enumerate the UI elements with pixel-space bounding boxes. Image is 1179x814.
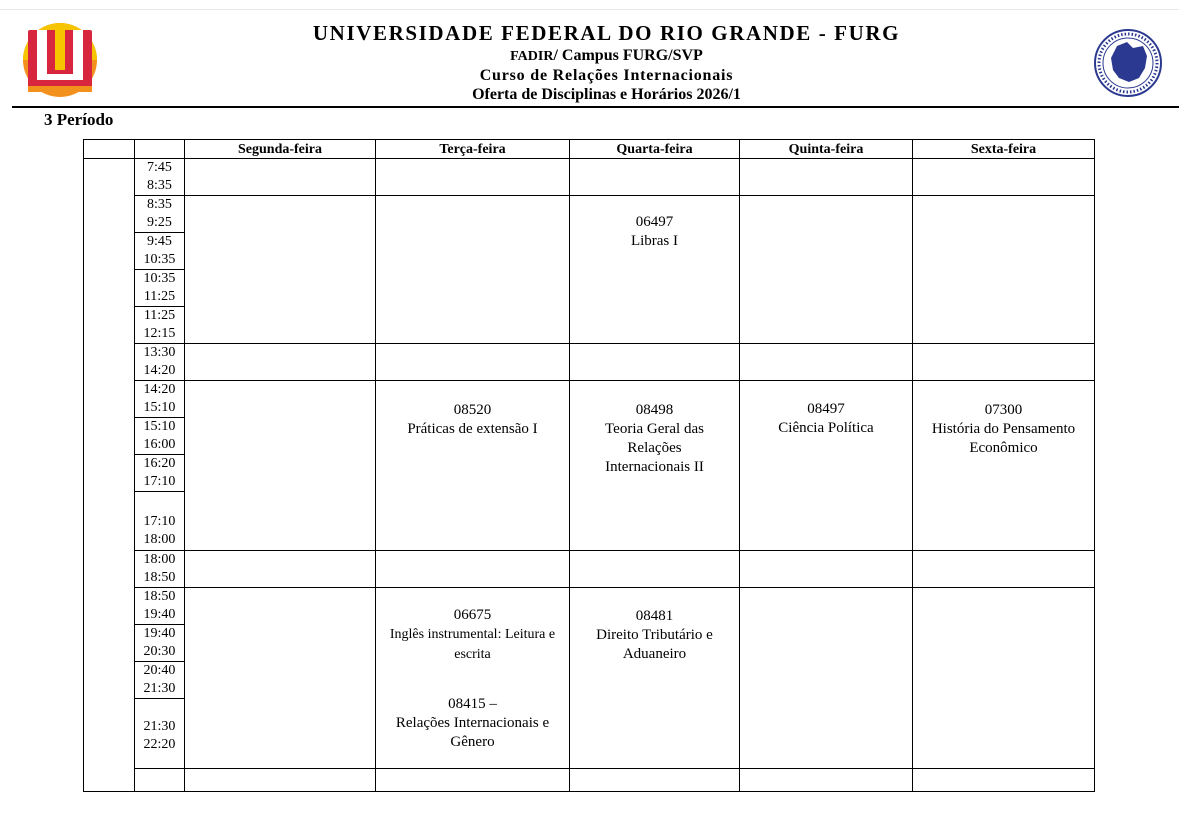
- header-time-cell: [135, 140, 185, 159]
- day-header: Quinta-feira: [740, 140, 913, 159]
- course-name: Relações: [627, 440, 682, 456]
- empty-cell: [185, 769, 376, 792]
- empty-cell: [740, 196, 913, 344]
- day-header: Quarta-feira: [570, 140, 740, 159]
- schedule-table: [83, 139, 1095, 792]
- empty-cell: [185, 344, 376, 381]
- empty-cell: [185, 159, 376, 196]
- course-code: 06497: [635, 214, 674, 230]
- time-slot: 15:10 16:00: [135, 418, 185, 455]
- time-slot: 19:40 20:30: [135, 625, 185, 662]
- empty-cell: [913, 769, 1095, 792]
- empty-cell: [913, 551, 1095, 588]
- course-name: Internacionais II: [605, 459, 704, 475]
- empty-cell: [913, 344, 1095, 381]
- course-name: Teoria Geral das: [605, 421, 704, 437]
- empty-cell: [185, 588, 376, 769]
- course-name: escrita: [454, 647, 491, 662]
- top-hairline: [0, 9, 1179, 10]
- course-title: Curso de Relações Internacionais: [479, 67, 734, 84]
- empty-cell: [740, 159, 913, 196]
- empty-cell: [740, 588, 913, 769]
- campus-label: / Campus FURG/SVP: [553, 47, 703, 64]
- course-cell: [740, 381, 913, 551]
- fadir-label: FADIR: [510, 49, 554, 64]
- empty-cell: [570, 551, 740, 588]
- time-slot: 21:30 22:20: [135, 699, 185, 769]
- course-name: História do Pensamento: [931, 421, 1076, 437]
- table-row: [84, 381, 1095, 418]
- course-cell: [913, 381, 1095, 551]
- time-slot: 18:50 19:40: [135, 588, 185, 625]
- time-slot: 17:10 18:00: [135, 492, 185, 551]
- campus-line: [17, 47, 1179, 65]
- course-name: Libras I: [630, 233, 679, 249]
- time-slot: 13:30 14:20: [135, 344, 185, 381]
- course-cell: [376, 588, 570, 769]
- empty-cell: [570, 344, 740, 381]
- table-row: [84, 344, 1095, 381]
- empty-cell: [740, 551, 913, 588]
- course-code: 08498: [635, 402, 674, 418]
- empty-cell: [570, 159, 740, 196]
- empty-cell: [185, 551, 376, 588]
- time-slot: 20:40 21:30: [135, 662, 185, 699]
- course-cell: [570, 588, 740, 769]
- time-slot: 10:35 11:25: [135, 270, 185, 307]
- day-header: Segunda-feira: [185, 140, 376, 159]
- offer-title: Oferta de Disciplinas e Horários 2026/1: [472, 86, 741, 103]
- empty-cell: [913, 196, 1095, 344]
- day-header: Sexta-feira: [913, 140, 1095, 159]
- course-code: 08497: [807, 401, 845, 417]
- empty-cell: [135, 769, 185, 792]
- left-blank-column: [84, 159, 135, 792]
- empty-cell: [913, 159, 1095, 196]
- time-slot: 8:35 9:25: [135, 196, 185, 233]
- course-name: Relações Internacionais e: [395, 715, 550, 731]
- time-slot: 11:25 12:15: [135, 307, 185, 344]
- time-slot: 16:20 17:10: [135, 455, 185, 492]
- empty-cell: [376, 344, 570, 381]
- course-code: 08481: [635, 608, 674, 624]
- course-name: Ciência Política: [778, 420, 874, 436]
- course-name: Econômico: [969, 440, 1038, 456]
- course-name: Inglês instrumental: Leitura e: [389, 627, 556, 642]
- empty-cell: [570, 769, 740, 792]
- table-header-row: [84, 140, 1095, 159]
- time-slot: 18:00 18:50: [135, 551, 185, 588]
- empty-cell: [376, 769, 570, 792]
- course-code: 08520: [453, 402, 492, 418]
- course-name: Práticas de extensão I: [407, 421, 538, 437]
- course-cell: [570, 381, 740, 551]
- empty-cell: [185, 196, 376, 344]
- time-slot: 7:45 8:35: [135, 159, 185, 196]
- course-code: 07300: [984, 402, 1023, 418]
- table-row: [84, 769, 1095, 792]
- empty-cell: [376, 159, 570, 196]
- empty-cell: [376, 196, 570, 344]
- empty-cell: [185, 381, 376, 551]
- time-slot: 14:20 15:10: [135, 381, 185, 418]
- empty-cell: [740, 344, 913, 381]
- course-code: 08415 –: [448, 696, 497, 712]
- table-row: [84, 159, 1095, 196]
- day-header: Terça-feira: [376, 140, 570, 159]
- table-row: [84, 588, 1095, 625]
- course-name: Gênero: [450, 734, 495, 750]
- course-name: Aduaneiro: [622, 646, 687, 662]
- course-cell: [570, 196, 740, 344]
- empty-cell: [740, 769, 913, 792]
- empty-cell: [913, 588, 1095, 769]
- course-code: 06675: [453, 607, 492, 623]
- header-rule: [12, 106, 1179, 108]
- header-blank-cell: [84, 140, 135, 159]
- table-row: [84, 196, 1095, 233]
- university-title: UNIVERSIDADE FEDERAL DO RIO GRANDE - FURG: [312, 21, 901, 45]
- table-row: [84, 551, 1095, 588]
- time-slot: 9:45 10:35: [135, 233, 185, 270]
- course-name: Direito Tributário e: [596, 627, 713, 643]
- course-cell: [376, 381, 570, 551]
- empty-cell: [376, 551, 570, 588]
- period-title: 3 Período: [44, 110, 114, 129]
